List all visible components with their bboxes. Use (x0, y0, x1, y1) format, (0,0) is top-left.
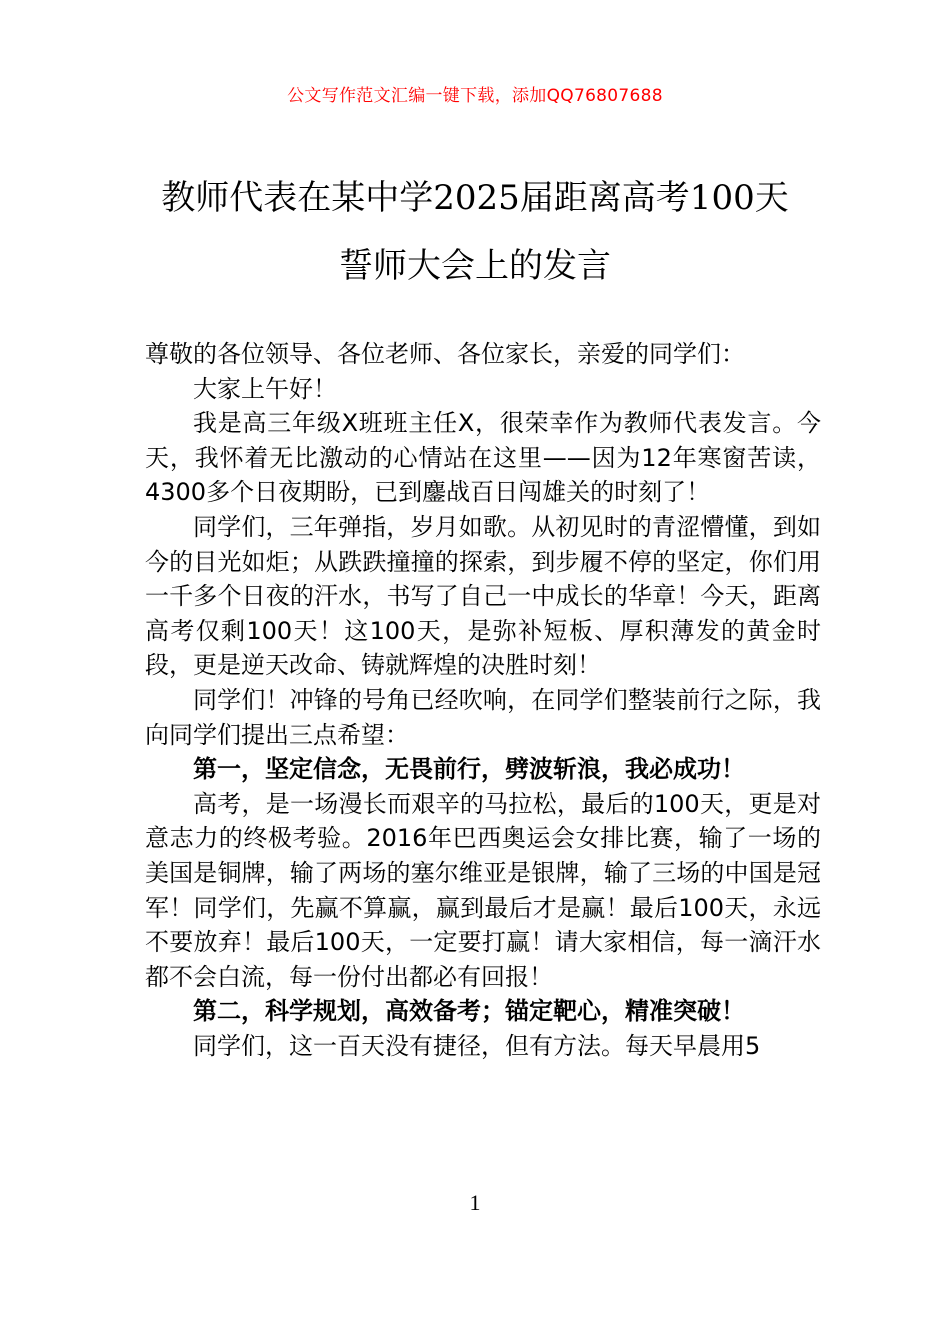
page-number: 1 (469, 1190, 481, 1215)
paragraph-three-years: 同学们，三年弹指，岁月如歌。从初见时的青涩懵懂，到如今的目光如炬；从跌跌撞撞的探索，到步履不停的坚定，你们用一千多个日夜的汗水，书写了自己一中成长的华章！今天，距离高考仅剩100天！这100天，是弥补短板、厚积薄发的黄金时段，更是逆天改命、铸就辉煌的决胜时刻！ (145, 512, 821, 680)
greeting: 大家上午好！ (193, 374, 337, 403)
section-heading-second: 第二，科学规划，高效备考；锚定靶心，精准突破！ (193, 997, 745, 1026)
document-body (145, 337, 821, 1063)
paragraph-marathon: 高考，是一场漫长而艰辛的马拉松，最后的100天，更是对意志力的终极考验。2016年巴西奥运会女排比赛，输了一场的美国是铜牌，输了两场的塞尔维亚是银牌，输了三场的中国是冠军！同学们，先赢不算赢，赢到最后才是赢！最后100天，永远不要放弃！最后100天，一定要打赢！请大家相信，每一滴汗水都不会白流，每一份付出都必有回报！ (145, 789, 821, 991)
document-title (100, 164, 850, 300)
section-heading-first: 第一，坚定信念，无畏前行，劈波斩浪，我必成功！ (193, 755, 745, 784)
header-note: 公文写作范文汇编一键下载，添加QQ76807688 (287, 86, 663, 106)
title-line-1: 教师代表在某中学2025届距离高考100天 (161, 178, 789, 218)
title-line-2: 誓师大会上的发言 (339, 246, 611, 286)
salutation: 尊敬的各位领导、各位老师、各位家长，亲爱的同学们： (145, 340, 745, 368)
paragraph-intro: 我是高三年级X班班主任X，很荣幸作为教师代表发言。今天，我怀着无比激动的心情站在这里——因为12年寒窗苦读，4300多个日夜期盼，已到鏖战百日闯雄关的时刻了！ (145, 409, 821, 507)
paragraph-method: 同学们，这一百天没有捷径，但有方法。每天早晨用5 (193, 1031, 761, 1060)
paragraph-three-hopes: 同学们！冲锋的号角已经吹响，在同学们整装前行之际，我向同学们提出三点希望： (145, 685, 821, 749)
